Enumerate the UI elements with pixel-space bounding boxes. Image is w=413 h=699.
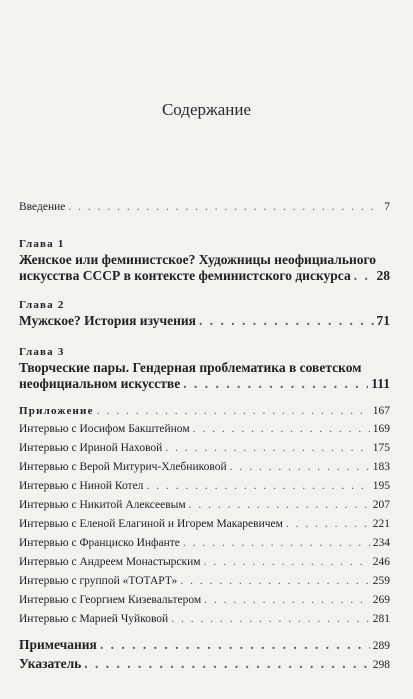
leader-dots	[97, 405, 370, 417]
toc-intro-label: Введение	[19, 201, 66, 213]
toc-interview	[19, 575, 390, 587]
chapter-1-page: 28	[376, 268, 390, 283]
interview-label: Интервью с Еленой Елагиной и Игорем Макаревичем	[19, 518, 283, 530]
chapter-2-page: 71	[376, 313, 390, 328]
interview-label: Интервью с Франциско Инфанте	[19, 537, 180, 549]
toc-interview	[19, 613, 390, 625]
interview-page: 195	[372, 480, 390, 492]
toc-interview	[19, 537, 390, 549]
toc-intro-page: 7	[384, 201, 390, 213]
toc-interview	[19, 594, 390, 606]
toc-interview	[19, 461, 390, 473]
leader-dots	[100, 637, 370, 653]
chapter-2-title: Мужское? История изучения	[19, 313, 196, 328]
page-title: Содержание	[161, 100, 252, 119]
leader-dots	[204, 594, 370, 606]
toc-index	[19, 656, 390, 672]
interview-label: Интервью с Георгием Кизевальтером	[19, 594, 202, 606]
leader-dots	[68, 201, 381, 213]
index-label: Указатель	[19, 656, 82, 671]
leader-dots	[183, 537, 370, 549]
leader-dots	[171, 613, 370, 625]
interview-page: 221	[372, 518, 390, 530]
interview-label: Интервью с Никитой Алексеевым	[19, 499, 186, 511]
toc-appendix	[19, 405, 390, 417]
toc-intro	[19, 201, 390, 213]
interview-label: Интервью с Андреем Монастырским	[19, 556, 201, 568]
index-page: 298	[372, 659, 390, 671]
chapter-3-page: 111	[371, 376, 390, 391]
toc-chapter-1	[19, 268, 390, 284]
leader-dots	[230, 461, 370, 473]
toc-notes	[19, 637, 390, 653]
toc-interview	[19, 556, 390, 568]
toc-interview	[19, 518, 390, 530]
interview-page: 169	[372, 423, 390, 435]
notes-label: Примечания	[19, 637, 97, 652]
interview-page: 183	[372, 461, 390, 473]
toc-interview	[19, 423, 390, 435]
leader-dots	[204, 556, 370, 568]
chapter-3-title-line1: Творческие пары. Гендерная проблематика в советском	[19, 360, 362, 375]
leader-dots	[165, 442, 369, 454]
interview-page: 175	[372, 442, 390, 454]
leader-dots	[354, 268, 374, 284]
interview-page: 246	[372, 556, 390, 568]
toc-interview	[19, 442, 390, 454]
leader-dots	[183, 376, 368, 392]
interview-page: 281	[372, 613, 390, 625]
interview-label: Интервью с Марией Чуйковой	[19, 613, 169, 625]
interview-label: Интервью с Ириной Наховой	[19, 442, 163, 454]
leader-dots	[84, 656, 369, 672]
leader-dots	[146, 480, 369, 492]
interview-label: Интервью с Ниной Котел	[19, 480, 144, 492]
leader-dots	[199, 313, 374, 329]
chapter-1-title-line1: Женское или феминистское? Художницы неофициального	[19, 252, 377, 267]
chapter-1-title-line2: искусства СССР в контексте феминистского дискурса	[19, 268, 351, 283]
interview-label: Интервью с группой «ТОТАРТ»	[19, 575, 178, 587]
notes-page: 289	[372, 640, 390, 652]
leader-dots	[189, 499, 370, 511]
toc-chapter-2	[19, 313, 390, 329]
appendix-label: Приложение	[19, 405, 94, 417]
leader-dots	[180, 575, 369, 587]
chapter-3-number: Глава 3	[19, 346, 65, 358]
appendix-page: 167	[372, 405, 390, 417]
interview-page: 234	[372, 537, 390, 549]
toc-chapter-3	[19, 376, 390, 392]
chapter-2-number: Глава 2	[19, 299, 65, 311]
leader-dots	[193, 423, 370, 435]
interview-label: Интервью с Верой Митурич-Хлебниковой	[19, 461, 227, 473]
interview-page: 207	[372, 499, 390, 511]
chapter-3-title-line2: неофициальном искусстве	[19, 376, 181, 391]
toc-interview	[19, 499, 390, 511]
interview-page: 259	[372, 575, 390, 587]
interview-page: 269	[372, 594, 390, 606]
toc-interview	[19, 480, 390, 492]
leader-dots	[286, 518, 370, 530]
interview-label: Интервью с Иосифом Бакштейном	[19, 423, 190, 435]
chapter-1-number: Глава 1	[19, 238, 65, 250]
